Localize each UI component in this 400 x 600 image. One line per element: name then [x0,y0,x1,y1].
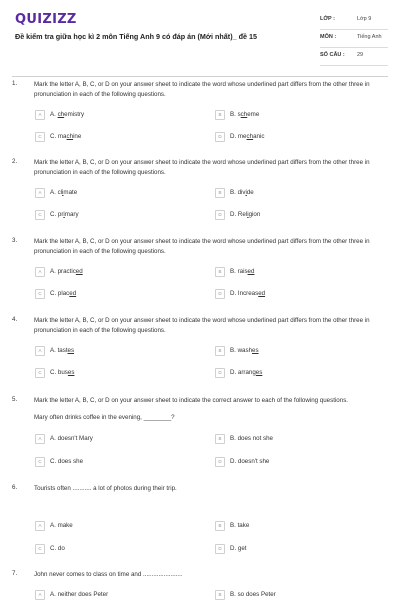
option-letter-box: D [215,210,225,220]
header-divider [12,76,388,77]
option-letter-box: D [215,544,225,554]
option-text: C. do [50,545,65,552]
option-text: B. washes [230,347,259,354]
question-number: 6. [12,484,18,491]
option-letter-box: B [215,267,225,277]
option-text: A. doesn't Mary [50,435,93,442]
meta-table [320,12,388,66]
question-text: Mark the letter A, B, C, or D on your answer sheet to indicate the word whose underlined part differs from the other three in pronunciation in each of the following questions. [34,159,370,176]
option-letter-box: A [35,521,45,531]
question-number: 4. [12,316,18,323]
option-text: B. scheme [230,111,260,118]
question-text: Mark the letter A, B, C, or D on your answer sheet to indicate the word whose underlined part differs from the other three in pronunciation in each of the following questions. [34,238,370,255]
question-number: 7. [12,570,18,577]
option-text: D. arranges [230,369,263,376]
question-number: 2. [12,158,18,165]
option-text: A. neither does Peter [50,591,109,598]
option-text: D. Religion [230,211,261,218]
option-letter-box: C [35,289,45,299]
option-text: D. get [230,545,247,552]
option-text: D. doesn't she [230,458,270,465]
option-letter-box: A [35,590,45,600]
option-letter-box: B [215,590,225,600]
meta-label: LỚP : [320,16,335,22]
question-text: John never comes to class on time and ....................... [34,571,183,578]
option-text: D. Increased [230,290,266,297]
option-text: A. tastes [50,347,75,354]
option-text: C. buses [50,369,75,376]
option-text: A. practiced [50,268,83,275]
option-text: B. does not she [230,435,273,442]
option-letter-box: B [215,110,225,120]
option-text: B. divide [230,189,254,196]
meta-value: Tiếng Anh [357,34,382,40]
question-text: Mark the letter A, B, C, or D on your answer sheet to indicate the word whose underlined part differs from the other three in pronunciation in each of the following questions. [34,317,370,334]
option-text: C. placed [50,290,77,297]
option-letter-box: B [215,346,225,356]
option-letter-box: B [215,188,225,198]
meta-row-subject [320,30,388,48]
option-letter-box: B [215,434,225,444]
option-text: A. climate [50,189,78,196]
option-text: B. so does Peter [230,591,276,598]
option-letter-box: D [215,289,225,299]
option-letter-box: A [35,188,45,198]
question-text: Mark the letter A, B, C, or D on your answer sheet to indicate the word whose underlined part differs from the other three in pronunciation in each of the following questions. [34,81,370,98]
document-header [0,0,400,70]
option-letter-box: A [35,434,45,444]
option-text: C. machine [50,133,82,140]
option-text: D. mechanic [230,133,265,140]
option-text: C. primary [50,211,79,218]
option-text: B. take [230,522,250,529]
option-text: B. raised [230,268,255,275]
option-letter-box: C [35,210,45,220]
option-text: A. chemistry [50,111,85,118]
meta-row-class [320,12,388,30]
document-title: Đề kiểm tra giữa học kì 2 môn Tiếng Anh 9 có đáp án (Mới nhất)_ đề 15 [15,32,257,41]
option-letter-box: C [35,132,45,142]
option-letter-box: A [35,267,45,277]
question-number: 5. [12,396,18,403]
option-letter-box: D [215,368,225,378]
option-letter-box: C [35,544,45,554]
option-letter-box: C [35,368,45,378]
option-letter-box: A [35,346,45,356]
meta-value: Lớp 9 [357,16,372,22]
option-letter-box: D [215,457,225,467]
question-text: Mark the letter A, B, C, or D on your answer sheet to indicate the correct answer to each of the following questions. [34,397,349,404]
meta-label: SỐ CÂU : [320,52,345,58]
question-prompt: Mary often drinks coffee in the evening, ________? [34,414,175,421]
option-text: A. make [50,522,73,529]
question-text: Tourists often ........... a lot of photos during their trip. [34,485,177,492]
meta-row-count [320,48,388,66]
quizizz-logo: QUIZIZZ [15,12,77,27]
option-letter-box: C [35,457,45,467]
option-text: C. does she [50,458,84,465]
meta-label: MÔN : [320,34,337,40]
meta-value: 29 [357,52,364,58]
option-letter-box: B [215,521,225,531]
question-number: 3. [12,237,18,244]
option-letter-box: D [215,132,225,142]
option-letter-box: A [35,110,45,120]
question-number: 1. [12,80,18,87]
